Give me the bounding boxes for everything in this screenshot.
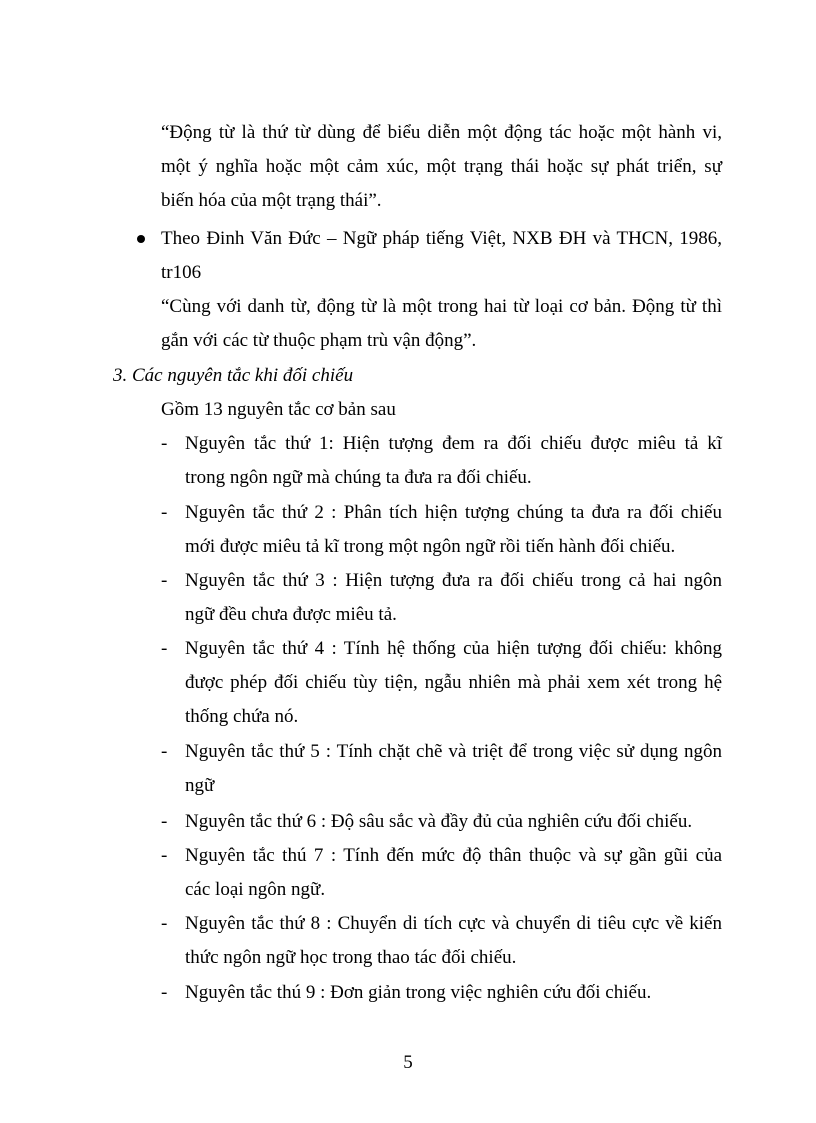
list-dash: - bbox=[161, 638, 168, 659]
principle-1-line-2: trong ngôn ngữ mà chúng ta đưa ra đối chiếu. bbox=[185, 467, 532, 488]
list-dash: - bbox=[161, 570, 168, 591]
list-dash: - bbox=[161, 845, 168, 866]
principle-2-line-2: mới được miêu tả kĩ trong một ngôn ngữ rồi tiến hành đối chiếu. bbox=[185, 536, 676, 557]
page-number: 5 bbox=[403, 1052, 413, 1073]
quote-2-line-1: “Cùng với danh từ, động từ là một trong hai từ loại cơ bản. Động từ thì bbox=[161, 296, 722, 317]
bullet-line-1: Theo Đinh Văn Đức – Ngữ pháp tiếng Việt, NXB ĐH và THCN, 1986, bbox=[161, 228, 722, 249]
quote-2-line-2: gắn với các từ thuộc phạm trù vận động”. bbox=[161, 330, 477, 351]
principle-8-line-2: thức ngôn ngữ học trong thao tác đối chiếu. bbox=[185, 947, 517, 968]
principle-8-line-1: Nguyên tắc thứ 8 : Chuyển di tích cực và chuyển di tiêu cực về kiến bbox=[185, 913, 722, 934]
principle-5-line-2: ngữ bbox=[185, 775, 215, 796]
intro-text: Gồm 13 nguyên tắc cơ bản sau bbox=[161, 399, 396, 420]
principle-1-line-1: Nguyên tắc thứ 1: Hiện tượng đem ra đối chiếu được miêu tả kĩ bbox=[185, 433, 722, 454]
list-dash: - bbox=[161, 502, 168, 523]
principle-4-line-2: được phép đối chiếu tùy tiện, ngẫu nhiên mà phải xem xét trong hệ bbox=[185, 672, 722, 693]
list-dash: - bbox=[161, 913, 168, 934]
quote-1-line-1: “Động từ là thứ từ dùng để biểu diễn một động tác hoặc một hành vi, bbox=[161, 122, 722, 143]
list-dash: - bbox=[161, 433, 168, 454]
principle-2-line-1: Nguyên tắc thứ 2 : Phân tích hiện tượng chúng ta đưa ra đối chiếu bbox=[185, 502, 722, 523]
section-heading: 3. Các nguyên tắc khi đối chiếu bbox=[113, 365, 354, 386]
bullet-dot-icon bbox=[137, 235, 145, 243]
list-dash: - bbox=[161, 741, 168, 762]
principle-3-line-2: ngữ đều chưa được miêu tả. bbox=[185, 604, 397, 625]
bullet-line-2: tr106 bbox=[161, 262, 202, 283]
list-dash: - bbox=[161, 811, 168, 832]
principle-7-line-1: Nguyên tắc thú 7 : Tính đến mức độ thân thuộc và sự gần gũi của bbox=[185, 845, 722, 866]
principle-9-line-1: Nguyên tắc thú 9 : Đơn giản trong việc nghiên cứu đối chiếu. bbox=[185, 982, 652, 1003]
quote-1-line-3: biến hóa của một trạng thái”. bbox=[161, 190, 382, 211]
principle-6-line-1: Nguyên tắc thứ 6 : Độ sâu sắc và đầy đủ của nghiên cứu đối chiếu. bbox=[185, 811, 693, 832]
principle-5-line-1: Nguyên tắc thứ 5 : Tính chặt chẽ và triệt để trong việc sử dụng ngôn bbox=[185, 741, 722, 762]
quote-1-line-2: một ý nghĩa hoặc một cảm xúc, một trạng thái hoặc sự phát triển, sự bbox=[161, 156, 722, 177]
principle-3-line-1: Nguyên tắc thứ 3 : Hiện tượng đưa ra đối chiếu trong cả hai ngôn bbox=[185, 570, 722, 591]
list-dash: - bbox=[161, 982, 168, 1003]
principle-7-line-2: các loại ngôn ngữ. bbox=[185, 879, 326, 900]
principle-4-line-1: Nguyên tắc thứ 4 : Tính hệ thống của hiện tượng đối chiếu: không bbox=[185, 638, 722, 659]
principle-4-line-3: thống chứa nó. bbox=[185, 706, 299, 727]
